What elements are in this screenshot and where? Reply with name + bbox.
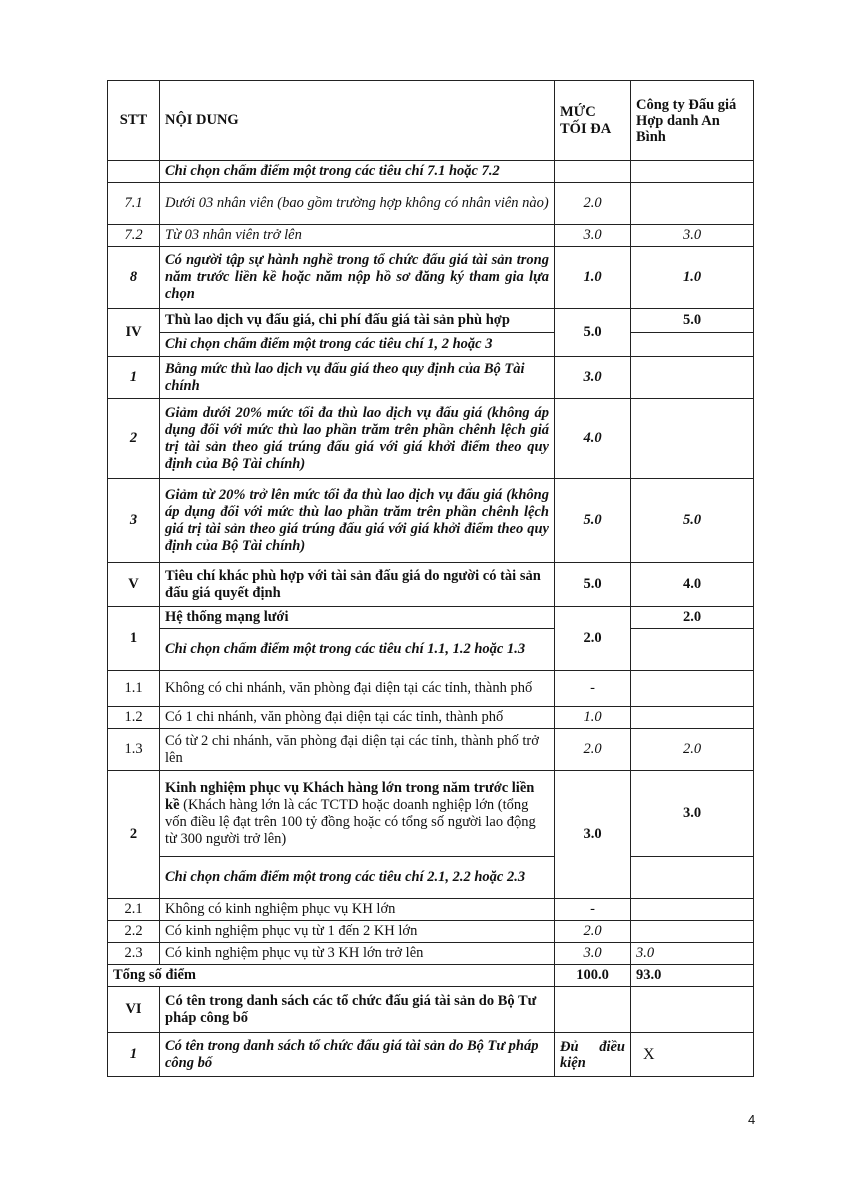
row-max: 4.0 bbox=[555, 399, 631, 479]
row-score bbox=[631, 183, 754, 225]
row-content: Giảm dưới 20% mức tối đa thù lao dịch vụ đấu giá (không áp dụng đối với mức thù lao phần trăm trên phần chênh lệch giá trị tài sản theo giá trúng đấu giá với giá khởi điểm theo quy định của Bộ Tài chính) bbox=[160, 399, 555, 479]
row-score bbox=[631, 707, 754, 729]
row-content-bold: Kinh nghiệm phục vụ Khách hàng lớn trong năm trước liền kề bbox=[165, 779, 535, 813]
row-score: 1.0 bbox=[631, 247, 754, 309]
row-max: 3.0 bbox=[555, 771, 631, 899]
row-score bbox=[631, 899, 754, 921]
header-noidung: NỘI DUNG bbox=[160, 81, 555, 161]
table-row bbox=[108, 671, 754, 707]
row-content: Có tên trong danh sách tổ chức đấu giá tài sản do Bộ Tư pháp công bố bbox=[160, 1033, 555, 1077]
row-score bbox=[631, 921, 754, 943]
row-content bbox=[160, 771, 555, 857]
row-stt: 1.2 bbox=[108, 707, 160, 729]
row-content: Có 1 chi nhánh, văn phòng đại diện tại các tỉnh, thành phố bbox=[160, 707, 555, 729]
table-row bbox=[108, 183, 754, 225]
row-score bbox=[631, 671, 754, 707]
criteria-table bbox=[107, 80, 754, 1077]
row-max: 2.0 bbox=[555, 183, 631, 225]
table-row bbox=[108, 987, 754, 1033]
row-content-note: Chỉ chọn chấm điểm một trong các tiêu chí 2.1, 2.2 hoặc 2.3 bbox=[160, 857, 555, 899]
row-max: - bbox=[555, 671, 631, 707]
row-stt: 2 bbox=[108, 399, 160, 479]
row-stt: V bbox=[108, 563, 160, 607]
row-max: 3.0 bbox=[555, 943, 631, 965]
row-stt: 8 bbox=[108, 247, 160, 309]
row-content-normal: (Khách hàng lớn là các TCTD hoặc doanh nghiệp lớn (tổng vốn điều lệ đạt trên 100 tỷ đồng hoặc có tổng số người lao động từ 300 người trở lên) bbox=[165, 796, 536, 847]
row-content-note: Chỉ chọn chấm điểm một trong các tiêu chí 1, 2 hoặc 3 bbox=[160, 333, 555, 357]
row-stt: 2.3 bbox=[108, 943, 160, 965]
row-max: 1.0 bbox=[555, 247, 631, 309]
row-score: X bbox=[631, 1033, 754, 1077]
table-row bbox=[108, 247, 754, 309]
row-score: 5.0 bbox=[631, 309, 754, 333]
table-row bbox=[108, 857, 754, 899]
table-row bbox=[108, 899, 754, 921]
table-row bbox=[108, 399, 754, 479]
row-content: Tiêu chí khác phù hợp với tài sản đấu giá do người có tài sản đấu giá quyết định bbox=[160, 563, 555, 607]
row-content: Chỉ chọn chấm điểm một trong các tiêu chí 7.1 hoặc 7.2 bbox=[160, 161, 555, 183]
table-row bbox=[108, 607, 754, 629]
row-max: Đủ điều kiện bbox=[555, 1033, 631, 1077]
row-max: - bbox=[555, 899, 631, 921]
row-stt: VI bbox=[108, 987, 160, 1033]
header-muc-toi-da: MỨC TỐI ĐA bbox=[555, 81, 631, 161]
header-stt: STT bbox=[108, 81, 160, 161]
row-content: Không có kinh nghiệm phục vụ KH lớn bbox=[160, 899, 555, 921]
total-row bbox=[108, 965, 754, 987]
table-row bbox=[108, 357, 754, 399]
table-row bbox=[108, 921, 754, 943]
row-stt: 1.1 bbox=[108, 671, 160, 707]
row-content: Hệ thống mạng lưới bbox=[160, 607, 555, 629]
row-content: Thù lao dịch vụ đấu giá, chi phí đấu giá tài sản phù hợp bbox=[160, 309, 555, 333]
row-content: Bằng mức thù lao dịch vụ đấu giá theo quy định của Bộ Tài chính bbox=[160, 357, 555, 399]
row-content: Từ 03 nhân viên trở lên bbox=[160, 225, 555, 247]
table-row bbox=[108, 479, 754, 563]
row-max: 5.0 bbox=[555, 479, 631, 563]
row-content: Có người tập sự hành nghề trong tổ chức đấu giá tài sản trong năm trước liền kề hoặc năm nộp hồ sơ đăng ký tham gia lựa chọn bbox=[160, 247, 555, 309]
table-row bbox=[108, 707, 754, 729]
total-label: Tổng số điểm bbox=[108, 965, 555, 987]
row-stt: IV bbox=[108, 309, 160, 357]
table-header-row bbox=[108, 81, 754, 161]
row-content-note: Chỉ chọn chấm điểm một trong các tiêu chí 1.1, 1.2 hoặc 1.3 bbox=[160, 629, 555, 671]
row-stt: 2.2 bbox=[108, 921, 160, 943]
row-score: 5.0 bbox=[631, 479, 754, 563]
table-row bbox=[108, 309, 754, 333]
row-score: 2.0 bbox=[631, 607, 754, 629]
row-stt: 2 bbox=[108, 771, 160, 899]
table-row bbox=[108, 225, 754, 247]
row-stt: 1.3 bbox=[108, 729, 160, 771]
row-max: 2.0 bbox=[555, 729, 631, 771]
row-stt: 1 bbox=[108, 357, 160, 399]
table-row bbox=[108, 729, 754, 771]
row-content: Có từ 2 chi nhánh, văn phòng đại diện tại các tỉnh, thành phố trở lên bbox=[160, 729, 555, 771]
row-content: Giảm từ 20% trở lên mức tối đa thù lao dịch vụ đấu giá (không áp dụng đối với mức thù lao phần trăm trên phần chênh lệch giá trị tài sản theo giá trúng đấu giá với giá khởi điểm theo quy định của Bộ Tài chính) bbox=[160, 479, 555, 563]
table-row bbox=[108, 333, 754, 357]
table-row bbox=[108, 943, 754, 965]
row-score: 3.0 bbox=[631, 771, 754, 857]
row-score: 2.0 bbox=[631, 729, 754, 771]
row-score: 3.0 bbox=[631, 943, 754, 965]
row-content: Có tên trong danh sách các tổ chức đấu giá tài sản do Bộ Tư pháp công bố bbox=[160, 987, 555, 1033]
row-stt: 3 bbox=[108, 479, 160, 563]
page-number: 4 bbox=[748, 1112, 756, 1127]
row-stt: 1 bbox=[108, 607, 160, 671]
row-max: 3.0 bbox=[555, 225, 631, 247]
table-row bbox=[108, 1033, 754, 1077]
row-stt: 2.1 bbox=[108, 899, 160, 921]
row-content: Có kinh nghiệm phục vụ từ 3 KH lớn trở lên bbox=[160, 943, 555, 965]
row-max: 2.0 bbox=[555, 921, 631, 943]
row-stt: 7.2 bbox=[108, 225, 160, 247]
table-row bbox=[108, 771, 754, 857]
row-score: 3.0 bbox=[631, 225, 754, 247]
row-score bbox=[631, 399, 754, 479]
row-max: 3.0 bbox=[555, 357, 631, 399]
table-row bbox=[108, 161, 754, 183]
row-score bbox=[631, 357, 754, 399]
row-max: 5.0 bbox=[555, 563, 631, 607]
row-content: Có kinh nghiệm phục vụ từ 1 đến 2 KH lớn bbox=[160, 921, 555, 943]
row-content: Không có chi nhánh, văn phòng đại diện tại các tỉnh, thành phố bbox=[160, 671, 555, 707]
row-stt: 1 bbox=[108, 1033, 160, 1077]
row-score: 4.0 bbox=[631, 563, 754, 607]
row-max: 1.0 bbox=[555, 707, 631, 729]
row-stt: 7.1 bbox=[108, 183, 160, 225]
row-max: 2.0 bbox=[555, 607, 631, 671]
table-row bbox=[108, 629, 754, 671]
row-max: 5.0 bbox=[555, 309, 631, 357]
header-cong-ty: Công ty Đấu giá Hợp danh An Bình bbox=[631, 81, 754, 161]
row-content: Dưới 03 nhân viên (bao gồm trường hợp không có nhân viên nào) bbox=[160, 183, 555, 225]
table-row bbox=[108, 563, 754, 607]
total-max: 100.0 bbox=[555, 965, 631, 987]
total-score: 93.0 bbox=[631, 965, 754, 987]
